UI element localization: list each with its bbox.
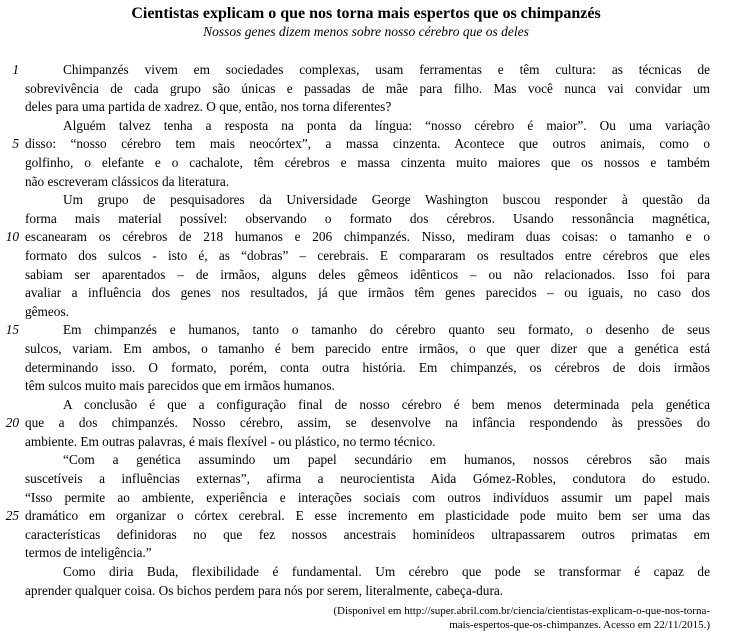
text-line	[25, 266, 710, 285]
text-line	[25, 526, 710, 545]
text-line-content: termos de inteligência.”	[25, 545, 152, 561]
text-line-content: não escreveram clássicos da literatura.	[25, 173, 230, 189]
text-line	[25, 451, 710, 470]
source-citation	[0, 604, 732, 632]
text-line	[5, 228, 710, 247]
text-line	[5, 507, 710, 526]
text-line-content: aprender qualquer coisa. Os bichos perdem para nós por serem, literalmente, cabeça-dura.	[25, 582, 504, 598]
citation-line: mais-espertos-que-os-chimpanzes. Acesso em 22/11/2015.)	[449, 619, 710, 632]
text-line-content: ambiente. Em outras palavras, é mais flexível - ou plástico, no termo técnico.	[25, 433, 436, 449]
text-line	[25, 582, 710, 601]
text-line	[5, 321, 710, 340]
text-line-content: Como diria Buda, flexibilidade é fundamental. Um cérebro que pode se transformar é capaz de	[63, 564, 710, 580]
text-line-content: Alguém talvez tenha a resposta na ponta da língua: “nosso cérebro é maior”. Ou uma variação	[63, 117, 710, 133]
text-line	[25, 303, 710, 322]
text-line-content: sulcos, variam. Em ambos, o tamanho é bem parecido entre irmãos, o que quer dizer que a genética está	[25, 340, 710, 356]
text-line-content: disso: “nosso cérebro tem mais neocórtex”, a massa cinzenta. Acontece que outros animais, como o	[25, 136, 710, 152]
text-line	[5, 414, 710, 433]
text-line-content: têm sulcos muito mais parecidos que em irmãos humanos.	[25, 378, 335, 394]
line-number: 10	[5, 229, 19, 245]
text-line	[25, 210, 710, 229]
text-line	[25, 377, 710, 396]
text-line-content: A conclusão é que a configuração final de nosso cérebro é bem menos determinada pela genética	[63, 396, 710, 412]
page-title: Cientistas explicam o que nos torna mais espertos que os chimpanzés	[131, 5, 601, 22]
line-number: 15	[5, 322, 19, 338]
text-line-content: gêmeos.	[25, 303, 69, 319]
text-line	[25, 191, 710, 210]
text-line	[25, 247, 710, 266]
text-line-content: deles para uma partida de xadrez. O que, então, nos torna diferentes?	[25, 99, 392, 115]
text-line-content: características definidoras no que fez nossos ancestrais hominídeos ultrapassarem outros primatas em	[25, 526, 710, 542]
text-line	[25, 489, 710, 508]
text-line-content: que a dos chimpanzés. Nosso cérebro, assim, se desenvolve na infância respondendo às pressões do	[25, 415, 710, 431]
text-line-content: “Com a genética assumindo um papel secundário em humanos, nossos cérebros são mais	[63, 452, 710, 468]
text-line-content: forma mais material possível: observando o formato dos cérebros. Usando ressonância magnética,	[25, 210, 710, 226]
text-line	[25, 359, 710, 378]
line-number: 1	[12, 62, 19, 77]
text-line-content: “Isso permite ao ambiente, experiência e interações sociais com outros indivíduos assumir um papel mais	[25, 489, 710, 505]
line-number: 20	[5, 415, 19, 431]
text-line	[25, 154, 710, 173]
text-line	[25, 117, 710, 136]
text-line-content: Chimpanzés vivem em sociedades complexas, usam ferramentas e têm cultura: as técnicas de	[63, 62, 710, 77]
page-subtitle: Nossos genes dizem menos sobre nosso cérebro que os deles	[203, 24, 529, 39]
text-line-content: avaliar a influência dos genes nos resultados, já que irmãos têm genes parecidos – ou iguais, no caso dos	[25, 285, 710, 301]
text-line-content: Em chimpanzés e humanos, tanto o tamanho do cérebro quanto seu formato, o desenho de seus	[63, 322, 710, 338]
text-line	[25, 98, 710, 117]
text-line	[25, 340, 710, 359]
line-number: 25	[5, 508, 19, 524]
text-line	[12, 61, 710, 80]
text-line-content: golfinho, o elefante e o cachalote, têm cérebros e massa cinzenta muito maiores que os nossos e também	[25, 154, 710, 170]
text-line-content: dramático em organizar o córtex cerebral. E esse incremento em plasticidade pode muito bem ser uma das	[25, 508, 710, 524]
document-header	[0, 0, 732, 40]
text-line	[25, 396, 710, 415]
text-line	[25, 470, 710, 489]
text-line-content: determinando isso. O formato, porém, conta outra história. Em chimpanzés, os cérebros de dois irmãos	[25, 359, 710, 375]
text-line-content: sobrevivência de cada grupo são únicas e passadas de mãe para filho. Mas você nunca vai convidar um	[25, 80, 710, 96]
text-line-content: escanearam os cérebros de 218 humanos e 206 chimpanzés. Nisso, mediram duas coisas: o tamanho e o	[25, 229, 710, 245]
text-line	[25, 433, 710, 452]
text-line	[25, 563, 710, 582]
text-line	[25, 80, 710, 99]
text-line-content: Um grupo de pesquisadores da Universidade George Washington buscou responder à questão da	[63, 192, 710, 208]
text-line	[25, 544, 710, 563]
line-number: 5	[12, 136, 19, 152]
citation-line: (Disponível em http://super.abril.com.br/ciencia/cientistas-explicam-o-que-nos-torna-	[333, 605, 710, 618]
text-line	[25, 173, 710, 192]
text-line-content: formato dos sulcos - isto é, as “dobras” – cerebrais. E compararam os resultados entre cérebros que eles	[25, 247, 710, 263]
text-line-content: suscetíveis a influências externas”, afirma a neurocientista Aida Gómez-Robles, condutora do estudo.	[25, 471, 710, 487]
text-line-content: sabiam ser aparentados – de irmãos, alguns deles gêmeos idênticos – ou não relacionados. Isso foi para	[25, 266, 710, 282]
text-line	[12, 135, 710, 154]
article-body	[0, 61, 732, 600]
text-line	[25, 284, 710, 303]
